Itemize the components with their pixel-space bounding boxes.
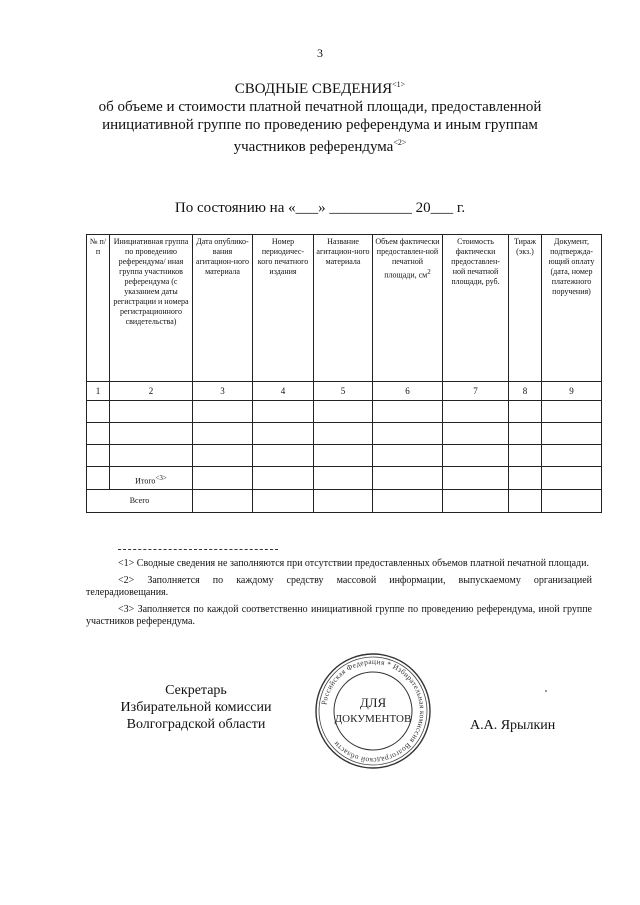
column-number: 5 xyxy=(314,382,373,401)
table-cell[interactable] xyxy=(110,423,193,445)
subtotal-label: Итого xyxy=(135,477,156,486)
signatory-title xyxy=(96,682,296,733)
table-cell[interactable] xyxy=(509,490,542,513)
column-number: 8 xyxy=(509,382,542,401)
table-cell[interactable] xyxy=(193,490,253,513)
header-cell-text: Объем фактически предоставлен-ной печатной площади, см xyxy=(375,237,440,280)
table-cell[interactable] xyxy=(373,445,443,467)
header-cell: Название агитацион-ного материала xyxy=(314,235,373,382)
table-cell[interactable] xyxy=(542,490,602,513)
table-cell[interactable] xyxy=(443,490,509,513)
footnote-3: <3> Заполняется по каждой соответственно инициативной группе по проведению референдума, иной группе участников референдума. xyxy=(86,604,592,627)
subtotal-note: <3> xyxy=(155,474,167,483)
table-cell[interactable] xyxy=(542,467,602,490)
table-cell[interactable] xyxy=(314,490,373,513)
table-cell[interactable] xyxy=(193,401,253,423)
table-cell[interactable] xyxy=(253,423,314,445)
column-number: 6 xyxy=(373,382,443,401)
footnote-2: <2> Заполняется по каждому средству массовой информации, выпускаемому организацией телерадиовещания. xyxy=(86,575,592,598)
table-cell[interactable] xyxy=(443,401,509,423)
column-number: 7 xyxy=(443,382,509,401)
signatory-line-2: Избирательной комиссии xyxy=(120,700,272,715)
title-line-1: СВОДНЫЕ СВЕДЕНИЯ xyxy=(234,81,393,97)
table-cell[interactable] xyxy=(373,423,443,445)
table-cell[interactable] xyxy=(443,423,509,445)
table-cell[interactable] xyxy=(110,445,193,467)
stamp-ring-text: Российская Федерация * Избирательная комиссия Волгоградской области xyxy=(319,656,428,766)
table-cell[interactable] xyxy=(314,423,373,445)
table-cell[interactable] xyxy=(87,423,110,445)
table-cell[interactable] xyxy=(87,401,110,423)
table-cell[interactable] xyxy=(314,401,373,423)
header-cell: Номер периодичес-кого печатного издания xyxy=(253,235,314,382)
summary-table xyxy=(86,234,602,513)
table-cell[interactable] xyxy=(542,445,602,467)
table-cell[interactable] xyxy=(509,445,542,467)
official-stamp xyxy=(313,651,433,771)
table-cell[interactable] xyxy=(193,445,253,467)
table-cell[interactable] xyxy=(509,467,542,490)
table-cell[interactable] xyxy=(253,445,314,467)
header-cell: Инициативная группа по проведению референдума/ иная группа участников референдума (с указанием даты регистрации и номера регистрационного свидетельства) xyxy=(110,235,193,382)
table-cell[interactable] xyxy=(253,467,314,490)
title-note-2: <2> xyxy=(393,138,407,147)
document-title xyxy=(60,76,580,156)
footnote-divider xyxy=(118,549,278,550)
footnote-1: <1> Сводные сведения не заполняются при отсутствии предоставленных объемов платной печатной площади. xyxy=(118,558,589,569)
stamp-center-line-2: ДОКУМЕНТОВ xyxy=(334,713,412,725)
subtotal-row xyxy=(87,467,602,490)
table-row xyxy=(87,445,602,467)
page-number: 3 xyxy=(317,46,323,60)
title-line-4: участников референдума xyxy=(233,139,394,155)
table-cell[interactable] xyxy=(87,445,110,467)
table-cell[interactable] xyxy=(542,401,602,423)
signatory-line-3: Волгоградской области xyxy=(126,717,266,732)
header-cell: Тираж (экз.) xyxy=(509,235,542,382)
header-cell: Документ, подтвержда-ющий оплату (дата, номер платежного поручения) xyxy=(542,235,602,382)
table-cell[interactable] xyxy=(87,467,110,490)
subtotal-label-cell xyxy=(110,467,193,490)
footnotes xyxy=(86,558,592,633)
table-cell[interactable] xyxy=(542,423,602,445)
table-header-row xyxy=(87,235,602,382)
table-cell[interactable] xyxy=(509,423,542,445)
table-cell[interactable] xyxy=(193,423,253,445)
column-number: 2 xyxy=(110,382,193,401)
header-cell: Стоимость фактически предоставлен-ной печатной площади, руб. xyxy=(443,235,509,382)
as-of-date: По состоянию на «___» ___________ 20___ г. xyxy=(174,200,466,216)
table-cell[interactable] xyxy=(373,490,443,513)
column-number: 4 xyxy=(253,382,314,401)
table-cell[interactable] xyxy=(443,467,509,490)
column-number: 3 xyxy=(193,382,253,401)
header-cell-sup: 2 xyxy=(427,268,431,276)
header-cell xyxy=(373,235,443,382)
stamp-center-line-1: ДЛЯ xyxy=(359,695,387,710)
table-cell[interactable] xyxy=(193,467,253,490)
title-line-2: об объеме и стоимости платной печатной площади, предоставленной xyxy=(98,99,542,115)
table-cell[interactable] xyxy=(253,490,314,513)
header-cell: № п/п xyxy=(87,235,110,382)
column-number: 9 xyxy=(542,382,602,401)
table-cell[interactable] xyxy=(314,467,373,490)
table-cell[interactable] xyxy=(253,401,314,423)
total-row xyxy=(87,490,602,513)
table-cell[interactable] xyxy=(110,401,193,423)
column-number-row xyxy=(87,382,602,401)
table-cell[interactable] xyxy=(443,445,509,467)
column-number: 1 xyxy=(87,382,110,401)
table-cell[interactable] xyxy=(509,401,542,423)
title-line-3: инициативной группе по проведению референдума и иным группам xyxy=(102,117,538,133)
table-cell[interactable] xyxy=(373,401,443,423)
table-cell[interactable] xyxy=(314,445,373,467)
signatory-name: А.А. Ярылкин xyxy=(470,718,556,733)
speck xyxy=(545,690,547,692)
title-note-1: <1> xyxy=(392,80,406,89)
table-cell[interactable] xyxy=(373,467,443,490)
signatory-line-1: Секретарь xyxy=(165,683,227,698)
table-row xyxy=(87,401,602,423)
total-label: Всего xyxy=(87,490,193,513)
table-row xyxy=(87,423,602,445)
header-cell: Дата опублико-вания агитацион-ного материала xyxy=(193,235,253,382)
